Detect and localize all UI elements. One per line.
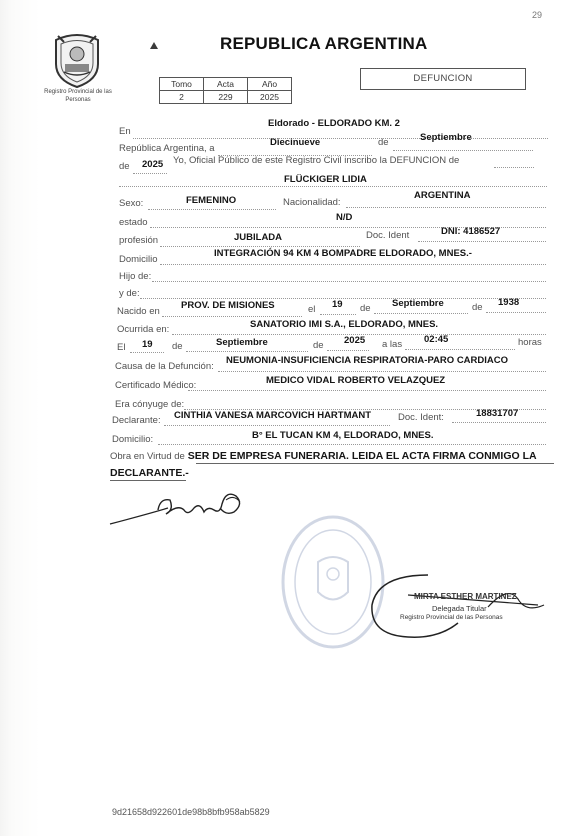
nationality-value: ARGENTINA <box>414 190 471 201</box>
label-de: de <box>472 302 483 313</box>
province-emblem-icon <box>50 30 104 88</box>
year-value: 2025 <box>142 159 164 170</box>
acta-header: Acta <box>204 78 248 91</box>
label-domicilio: Domicilio: <box>112 434 154 445</box>
month-value: Septiembre <box>420 132 472 143</box>
registry-statement: Yo, Oficial Público de este Registro Civil inscribo la DEFUNCION de <box>173 155 460 166</box>
obra-value: SER DE EMPRESA FUNERARIA. LEIDA EL ACTA FIRMA CONMIGO LA DECLARANTE.- <box>110 450 537 479</box>
dotted-line <box>218 371 546 372</box>
label-domicilio: Domicilio <box>119 254 158 265</box>
label-nacionalidad: Nacionalidad: <box>283 197 341 208</box>
page-title: REPUBLICA ARGENTINA <box>220 34 428 53</box>
label-sexo: Sexo: <box>119 198 144 209</box>
place-value: Eldorado - ELDORADO KM. 2 <box>268 118 400 129</box>
sex-value: FEMENINO <box>186 195 237 206</box>
document-hash: 9d21658d922601de98b8bfb958ab5829 <box>112 807 270 817</box>
death-year-value: 2025 <box>344 335 366 346</box>
profession-value: JUBILADA <box>234 232 283 243</box>
dotted-line <box>418 241 546 242</box>
anio-value: 2025 <box>248 91 292 104</box>
dotted-line <box>393 150 533 151</box>
official-organization: Registro Provincial de las Personas <box>400 614 503 621</box>
dotted-line <box>327 350 369 351</box>
dotted-line <box>140 298 546 299</box>
registry-caption: Registro Provincial de las Personas <box>44 89 112 103</box>
dotted-line <box>158 444 546 445</box>
medical-certificate-value: MEDICO VIDAL ROBERTO VELAZQUEZ <box>266 375 446 386</box>
dotted-line <box>162 316 302 317</box>
label-hijo-de: Hijo de: <box>119 271 152 282</box>
dotted-line <box>452 422 546 423</box>
dotted-line <box>148 209 276 210</box>
label-doc-ident: Doc. Ident: <box>398 412 444 423</box>
dotted-line <box>374 313 468 314</box>
label-republica: República Argentina, a <box>119 143 215 154</box>
official-role: Delegada Titular <box>432 604 487 613</box>
official-name: MIRTA ESTHER MARTINEZ <box>414 592 517 601</box>
underline <box>196 463 554 464</box>
day-words-value: Diecinueve <box>270 137 321 148</box>
label-de: de <box>119 161 130 172</box>
dotted-line <box>346 207 546 208</box>
label-declarante: Declarante: <box>112 415 161 426</box>
tomo-header: Tomo <box>160 78 204 91</box>
label-de: de <box>378 137 389 148</box>
declarant-name-value: CINTHIA VANESA MARCOVICH HARTMANT <box>174 410 372 421</box>
dotted-line <box>320 314 356 315</box>
page-number: 29 <box>532 10 543 20</box>
dotted-line <box>486 312 546 313</box>
declarant-doc-value: 18831707 <box>476 408 519 419</box>
document-type-box: DEFUNCION <box>360 68 526 90</box>
triangle-marker-icon <box>150 42 158 49</box>
deceased-name: FLÜCKIGER LIDIA <box>284 174 367 185</box>
birth-day-value: 19 <box>332 299 343 310</box>
dotted-line <box>405 349 515 350</box>
label-a-las: a las <box>382 339 403 350</box>
death-time-value: 02:45 <box>424 334 449 345</box>
label-doc-ident: Doc. Ident <box>366 230 410 241</box>
label-de: de <box>313 340 324 351</box>
declarant-signature <box>108 480 258 530</box>
acta-value: 229 <box>204 91 248 104</box>
dotted-line <box>152 281 546 282</box>
birthplace-value: PROV. DE MISIONES <box>181 300 275 311</box>
label-y-de: y de: <box>119 288 140 299</box>
birth-year-value: 1938 <box>498 297 520 308</box>
dotted-line <box>119 186 547 187</box>
death-month-value: Septiembre <box>216 337 268 348</box>
dotted-line <box>160 264 546 265</box>
dotted-line <box>494 167 534 168</box>
dotted-line <box>133 173 167 174</box>
dotted-line <box>188 390 546 391</box>
document-id-value: DNI: 4186527 <box>441 226 501 237</box>
label-conyuge: Era cónyuge de: <box>115 399 185 410</box>
label-el: El <box>117 342 126 353</box>
label-ocurrida-en: Ocurrida en: <box>117 324 170 335</box>
label-el: el <box>308 304 316 315</box>
birth-month-value: Septiembre <box>392 298 444 309</box>
anio-header: Año <box>248 78 292 91</box>
label-estado: estado <box>119 217 148 228</box>
death-day-value: 19 <box>142 339 153 350</box>
dotted-line <box>133 138 548 139</box>
label-en: En <box>119 126 131 137</box>
label-horas: horas <box>518 337 542 348</box>
dotted-line <box>186 351 308 352</box>
dotted-line <box>164 425 390 426</box>
tomo-value: 2 <box>160 91 204 104</box>
label-obra: Obra en Virtud de <box>110 451 185 462</box>
label-de: de <box>360 303 371 314</box>
address-value: INTEGRACIÓN 94 KM 4 BOMPADRE ELDORADO, MNES.- <box>214 248 472 259</box>
dotted-line <box>130 352 164 353</box>
dotted-line <box>160 246 360 247</box>
declarant-address-value: B° EL TUCAN KM 4, ELDORADO, MNES. <box>252 430 434 441</box>
cause-of-death-value: NEUMONIA-INSUFICIENCIA RESPIRATORIA-PARO CARDIACO <box>226 355 509 366</box>
obra-statement <box>110 448 555 482</box>
civil-status-value: N/D <box>336 212 353 223</box>
label-profesion: profesión <box>119 235 159 246</box>
death-place-value: SANATORIO IMI S.A., ELDORADO, MNES. <box>250 319 439 330</box>
label-nacido-en: Nacido en <box>117 306 160 317</box>
label-causa: Causa de la Defunción: <box>115 361 214 372</box>
label-de: de <box>172 341 183 352</box>
label-certificado: Certificado Médico: <box>115 380 197 391</box>
record-reference-table <box>159 77 292 104</box>
